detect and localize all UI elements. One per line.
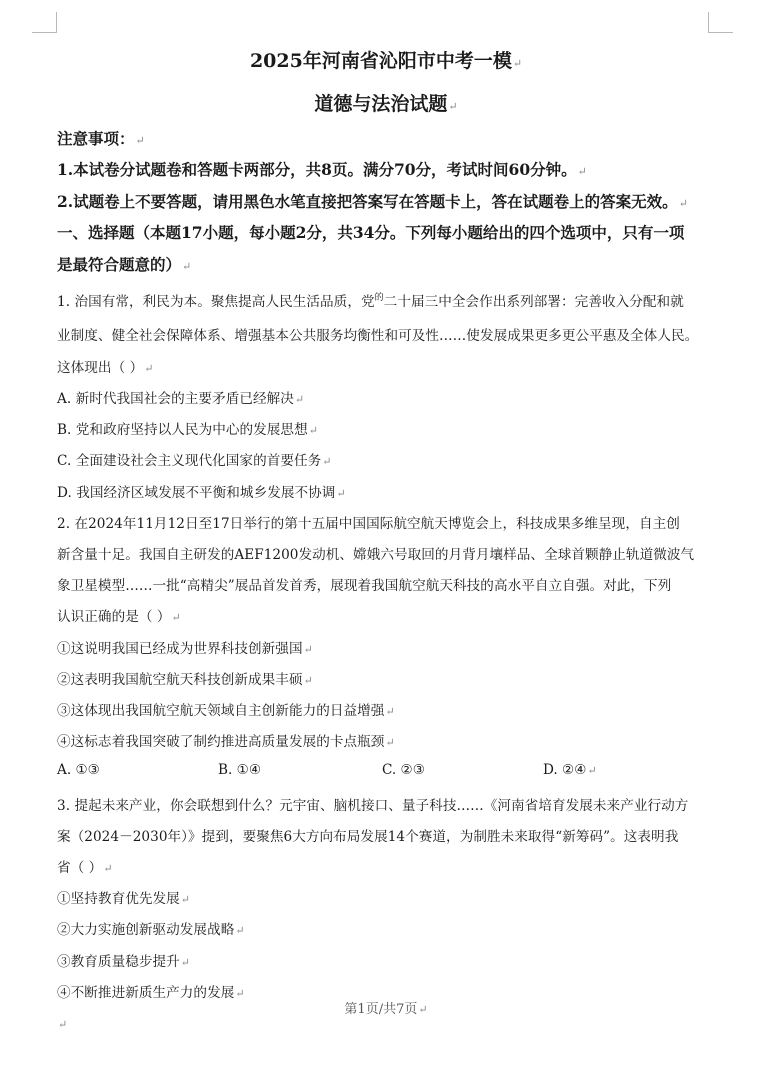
q2-option-b: B. ①④: [218, 762, 262, 778]
q3-statement-4: ④不断推进新质生产力的发展↵: [57, 985, 245, 1001]
q1-option-d: D. 我国经济区域发展不平衡和城乡发展不协调↵: [57, 485, 346, 501]
q3-stem-line-1: 3. 提起未来产业，你会联想到什么？元宇宙、脑机接口、量子科技……《河南省培育发展未来产业行动方: [57, 798, 689, 814]
notice-item-2: 2.试题卷上不要答题，请用黑色水笔直接把答案写在答题卡上，答在试题卷上的答案无效。↵: [57, 192, 688, 211]
section-heading-line-1: 一、选择题（本题17小题，每小题2分，共34分。下列每小题给出的四个选项中，只有一项: [57, 223, 685, 242]
q1-stem-line-1: 1. 治国有常，利民为本。聚焦提高人民生活品质，党$^的$二十届三中全会作出系列部署：完善收入分配和就: [57, 293, 684, 310]
q2-stem-line-2: 新含量十足。我国自主研发的AEF1200发动机、嫦娥六号取回的月背月壤样品、全球首颗静止轨道微波气: [57, 547, 695, 563]
crop-mark-top-left: [32, 12, 57, 33]
q2-option-c: C. ②③: [382, 762, 425, 778]
q3-statement-1: ①坚持教育优先发展↵: [57, 891, 191, 907]
q1-option-a: A. 新时代我国社会的主要矛盾已经解决↵: [57, 391, 305, 407]
q2-stem-line-3: 象卫星模型……一批“高精尖”展品首发首秀，展现着我国航空航天科技的高水平自立自强。对此，下列: [57, 578, 672, 594]
q2-option-a: A. ①③: [57, 762, 100, 778]
crop-mark-top-right: [708, 12, 733, 33]
exam-subtitle: 道德与法治试题↵: [314, 93, 458, 115]
trailing-paragraph-mark: ↵: [58, 1018, 68, 1031]
notice-heading: 注意事项：↵: [57, 129, 145, 148]
q2-option-d: D. ②④↵: [543, 762, 597, 778]
q2-statement-2: ②这表明我国航空航天科技创新成果丰硕↵: [57, 672, 313, 688]
q1-option-c: C. 全面建设社会主义现代化国家的首要任务↵: [57, 453, 332, 469]
notice-item-1: 1.本试卷分试题卷和答题卡两部分，共8页。满分70分，考试时间60分钟。↵: [57, 160, 587, 179]
q1-stem-line-3: 这体现出（ ）↵: [57, 360, 154, 376]
section-heading-line-2: 是最符合题意的）↵: [57, 255, 192, 274]
q2-statement-3: ③这体现出我国航空航天领域自主创新能力的日益增强↵: [57, 703, 395, 719]
q1-stem-line-2: 业制度、健全社会保障体系、增强基本公共服务均衡性和可及性……使发展成果更多更公平惠及全体人民。: [57, 328, 699, 344]
page-footer: 第1页/共7页↵: [344, 1002, 428, 1017]
q1-option-b: B. 党和政府坚持以人民为中心的发展思想↵: [57, 422, 319, 438]
q3-stem-line-3: 省（ ）↵: [57, 860, 113, 876]
q2-stem-line-1: 2. 在2024年11月12日至17日举行的第十五届中国国际航空航天博览会上，科技成果多维呈现，自主创: [57, 516, 680, 532]
q3-statement-3: ③教育质量稳步提升↵: [57, 954, 191, 970]
q3-statement-2: ②大力实施创新驱动发展战略↵: [57, 922, 245, 938]
q2-statement-4: ④这标志着我国突破了制约推进高质量发展的卡点瓶颈↵: [57, 734, 395, 750]
q2-statement-1: ①这说明我国已经成为世界科技创新强国↵: [57, 641, 313, 657]
q3-stem-line-2: 案（2024－2030年）》提到，要聚焦6大方向布局发展14个赛道，为制胜未来取得“新筹码”。这表明我: [57, 829, 679, 845]
exam-title: 2025年河南省沁阳市中考一模↵: [249, 50, 523, 72]
q2-stem-line-4: 认识正确的是（ ）↵: [57, 609, 181, 625]
